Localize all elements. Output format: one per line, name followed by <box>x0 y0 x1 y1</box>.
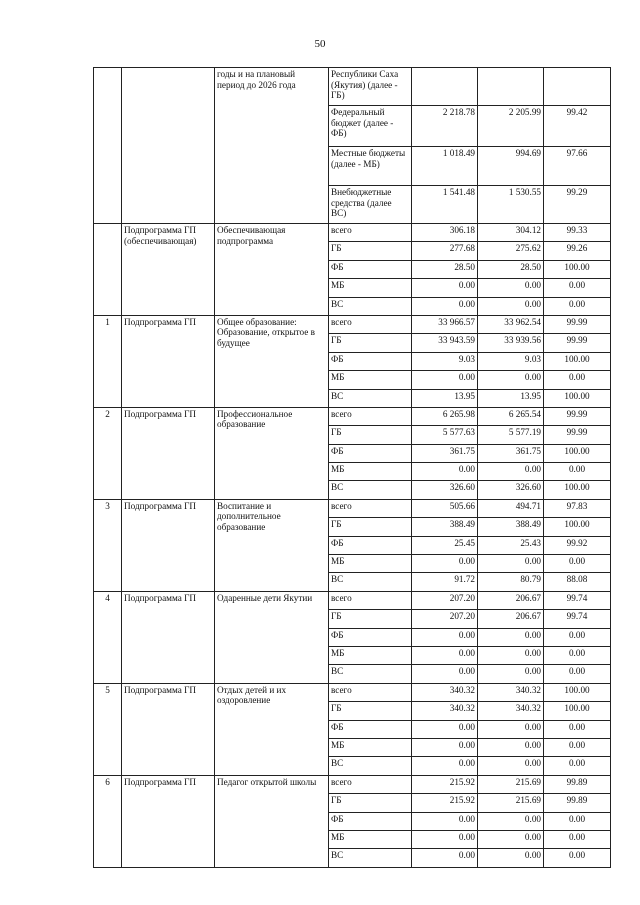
percent-value-cell: 99.26 <box>544 242 611 260</box>
subprogram-name-cell: Воспитание и дополнительное образование <box>215 499 329 591</box>
fact-value-cell: 0.00 <box>478 757 544 775</box>
subprogram-name-cell: Обеспечивающая подпрограмма <box>215 224 329 316</box>
fact-value-cell: 304.12 <box>478 224 544 242</box>
percent-value-cell: 0.00 <box>544 757 611 775</box>
percent-value-cell: 99.99 <box>544 426 611 444</box>
fact-value-cell: 28.50 <box>478 260 544 278</box>
percent-value-cell: 99.89 <box>544 794 611 812</box>
percent-value-cell: 0.00 <box>544 812 611 830</box>
fact-value-cell: 361.75 <box>478 444 544 462</box>
percent-value-cell: 100.00 <box>544 352 611 370</box>
fact-value-cell: 326.60 <box>478 481 544 499</box>
plan-value-cell: 306.18 <box>412 224 478 242</box>
subprogram-name-cell: Отдых детей и их оздоровление <box>215 683 329 775</box>
plan-value-cell: 28.50 <box>412 260 478 278</box>
fact-value-cell: 0.00 <box>478 830 544 848</box>
plan-value-cell: 207.20 <box>412 591 478 609</box>
funding-source-cell: ВС <box>329 573 412 591</box>
funding-source-cell: МБ <box>329 738 412 756</box>
plan-value-cell: 340.32 <box>412 683 478 701</box>
plan-value-cell: 388.49 <box>412 518 478 536</box>
fact-value-cell: 2 205.99 <box>478 106 544 147</box>
plan-value-cell: 277.68 <box>412 242 478 260</box>
percent-value-cell: 99.29 <box>544 186 611 224</box>
funding-source-cell: МБ <box>329 371 412 389</box>
percent-value-cell: 99.99 <box>544 334 611 352</box>
plan-value-cell: 0.00 <box>412 555 478 573</box>
fact-value-cell: 0.00 <box>478 628 544 646</box>
table-row <box>94 775 611 793</box>
funding-source-cell: ГБ <box>329 702 412 720</box>
plan-value-cell: 1 018.49 <box>412 147 478 186</box>
plan-value-cell: 326.60 <box>412 481 478 499</box>
percent-value-cell: 88.08 <box>544 573 611 591</box>
funding-source-cell: ГБ <box>329 334 412 352</box>
row-number-cell: 3 <box>94 499 122 591</box>
funding-source-cell: ФБ <box>329 812 412 830</box>
plan-value-cell: 0.00 <box>412 463 478 481</box>
percent-value-cell: 100.00 <box>544 444 611 462</box>
subprogram-type-cell: Подпрограмма ГП <box>122 499 215 591</box>
fact-value-cell: 494.71 <box>478 499 544 517</box>
fact-value-cell: 388.49 <box>478 518 544 536</box>
percent-value-cell: 0.00 <box>544 830 611 848</box>
plan-value-cell: 91.72 <box>412 573 478 591</box>
funding-source-cell: ФБ <box>329 352 412 370</box>
plan-value-cell: 0.00 <box>412 279 478 297</box>
percent-value-cell: 100.00 <box>544 702 611 720</box>
row-number-cell <box>94 68 122 224</box>
funding-source-cell: всего <box>329 775 412 793</box>
fact-value-cell: 25.43 <box>478 536 544 554</box>
funding-source-cell: ГБ <box>329 518 412 536</box>
fact-value-cell: 0.00 <box>478 555 544 573</box>
fact-value-cell: 0.00 <box>478 812 544 830</box>
plan-value-cell: 0.00 <box>412 665 478 683</box>
row-number-cell: 6 <box>94 775 122 867</box>
funding-source-cell: всего <box>329 683 412 701</box>
funding-source-cell: ГБ <box>329 794 412 812</box>
table-row <box>94 224 611 242</box>
percent-value-cell: 99.33 <box>544 224 611 242</box>
fact-value-cell: 275.62 <box>478 242 544 260</box>
percent-value-cell: 99.99 <box>544 315 611 333</box>
funding-source-cell: всего <box>329 224 412 242</box>
fact-value-cell: 0.00 <box>478 720 544 738</box>
funding-source-cell: Федеральный бюджет (далее - ФБ) <box>329 106 412 147</box>
funding-source-cell: Республики Саха (Якутия) (далее - ГБ) <box>329 68 412 106</box>
funding-source-cell: всего <box>329 499 412 517</box>
percent-value-cell: 0.00 <box>544 463 611 481</box>
fact-value-cell: 215.69 <box>478 794 544 812</box>
plan-value-cell: 13.95 <box>412 389 478 407</box>
plan-value-cell: 0.00 <box>412 849 478 867</box>
fact-value-cell: 340.32 <box>478 702 544 720</box>
funding-source-cell: ГБ <box>329 426 412 444</box>
fact-value-cell: 33 939.56 <box>478 334 544 352</box>
plan-value-cell: 0.00 <box>412 371 478 389</box>
subprogram-type-cell: Подпрограмма ГП (обеспечивающая) <box>122 224 215 316</box>
fact-value-cell: 340.32 <box>478 683 544 701</box>
table-row <box>94 683 611 701</box>
funding-source-cell: всего <box>329 591 412 609</box>
table-row <box>94 315 611 333</box>
percent-value-cell: 100.00 <box>544 389 611 407</box>
plan-value-cell: 207.20 <box>412 610 478 628</box>
funding-source-cell: ФБ <box>329 536 412 554</box>
subprogram-name-cell: Педагог открытой школы <box>215 775 329 867</box>
fact-value-cell: 0.00 <box>478 646 544 664</box>
subprogram-name-cell: Общее образование: Образование, открытое в будущее <box>215 315 329 407</box>
table-row <box>94 407 611 425</box>
funding-source-cell: ГБ <box>329 610 412 628</box>
funding-source-cell: всего <box>329 315 412 333</box>
percent-value-cell: 97.83 <box>544 499 611 517</box>
fact-value-cell: 33 962.54 <box>478 315 544 333</box>
fact-value-cell: 206.67 <box>478 591 544 609</box>
funding-source-cell: ВС <box>329 297 412 315</box>
percent-value-cell: 0.00 <box>544 628 611 646</box>
funding-source-cell: всего <box>329 407 412 425</box>
subprogram-name-cell <box>215 68 329 224</box>
funding-source-cell: МБ <box>329 463 412 481</box>
fact-value-cell: 5 577.19 <box>478 426 544 444</box>
funding-source-cell: ФБ <box>329 260 412 278</box>
table-row <box>94 591 611 609</box>
row-number-cell: 5 <box>94 683 122 775</box>
funding-source-cell: ВС <box>329 481 412 499</box>
plan-value-cell: 0.00 <box>412 628 478 646</box>
funding-source-cell: ФБ <box>329 720 412 738</box>
fact-value-cell: 9.03 <box>478 352 544 370</box>
fact-value-cell: 215.69 <box>478 775 544 793</box>
subprogram-type-cell: Подпрограмма ГП <box>122 407 215 499</box>
percent-value-cell: 0.00 <box>544 646 611 664</box>
plan-value-cell: 2 218.78 <box>412 106 478 147</box>
table-row <box>94 68 611 106</box>
plan-value-cell: 0.00 <box>412 297 478 315</box>
funding-source-cell: ВС <box>329 389 412 407</box>
percent-value-cell: 99.99 <box>544 407 611 425</box>
row-number-cell: 2 <box>94 407 122 499</box>
percent-value-cell: 0.00 <box>544 555 611 573</box>
percent-value-cell: 97.66 <box>544 147 611 186</box>
plan-value-cell: 340.32 <box>412 702 478 720</box>
funding-source-cell: МБ <box>329 830 412 848</box>
subprogram-type-cell: Подпрограмма ГП <box>122 315 215 407</box>
plan-value-cell: 505.66 <box>412 499 478 517</box>
subprogram-type-cell: Подпрограмма ГП <box>122 683 215 775</box>
page-number: 50 <box>314 38 326 50</box>
funding-source-cell: Внебюджетные средства (далее ВС) <box>329 186 412 224</box>
row-number-cell: 4 <box>94 591 122 683</box>
percent-value-cell: 100.00 <box>544 518 611 536</box>
row-number-cell <box>94 224 122 316</box>
plan-value-cell: 215.92 <box>412 775 478 793</box>
plan-value-cell: 361.75 <box>412 444 478 462</box>
percent-value-cell: 100.00 <box>544 481 611 499</box>
plan-value-cell: 9.03 <box>412 352 478 370</box>
percent-value-cell: 99.92 <box>544 536 611 554</box>
percent-value-cell: 99.42 <box>544 106 611 147</box>
percent-value-cell: 0.00 <box>544 371 611 389</box>
funding-source-cell: МБ <box>329 555 412 573</box>
subprogram-type-cell: Подпрограмма ГП <box>122 591 215 683</box>
percent-value-cell: 0.00 <box>544 297 611 315</box>
fact-value-cell: 0.00 <box>478 665 544 683</box>
plan-value-cell: 0.00 <box>412 757 478 775</box>
fact-value-cell: 0.00 <box>478 279 544 297</box>
percent-value-cell: 0.00 <box>544 738 611 756</box>
fact-value-cell: 0.00 <box>478 371 544 389</box>
funding-source-cell: ФБ <box>329 628 412 646</box>
plan-value-cell: 0.00 <box>412 720 478 738</box>
funding-source-cell: ФБ <box>329 444 412 462</box>
table-row <box>94 499 611 517</box>
subprogram-name-cell: Профессиональное образование <box>215 407 329 499</box>
subprogram-type-cell <box>122 68 215 224</box>
percent-value-cell: 0.00 <box>544 720 611 738</box>
fact-value-cell: 80.79 <box>478 573 544 591</box>
plan-value-cell: 0.00 <box>412 646 478 664</box>
fact-value-cell: 1 530.55 <box>478 186 544 224</box>
funding-source-cell: ГБ <box>329 242 412 260</box>
funding-source-cell: ВС <box>329 757 412 775</box>
funding-source-cell: Местные бюджеты (далее - МБ) <box>329 147 412 186</box>
percent-value-cell: 99.74 <box>544 591 611 609</box>
plan-value-cell: 0.00 <box>412 738 478 756</box>
fact-value-cell: 0.00 <box>478 297 544 315</box>
name-line: годы и на плановый <box>217 69 296 79</box>
fact-value-cell: 6 265.54 <box>478 407 544 425</box>
percent-value-cell: 99.74 <box>544 610 611 628</box>
percent-value-cell: 100.00 <box>544 260 611 278</box>
funding-source-cell: МБ <box>329 279 412 297</box>
subprogram-name-cell: Одаренные дети Якутии <box>215 591 329 683</box>
funding-source-cell: ВС <box>329 849 412 867</box>
plan-value-cell: 1 541.48 <box>412 186 478 224</box>
fact-value-cell: 0.00 <box>478 738 544 756</box>
budget-table <box>93 67 611 868</box>
plan-value-cell: 215.92 <box>412 794 478 812</box>
percent-value-cell: 100.00 <box>544 683 611 701</box>
name-line: период до 2026 года <box>217 79 296 90</box>
plan-value-cell: 25.45 <box>412 536 478 554</box>
fact-value-cell <box>478 68 544 106</box>
funding-source-cell: ВС <box>329 665 412 683</box>
fact-value-cell: 0.00 <box>478 463 544 481</box>
percent-value-cell <box>544 68 611 106</box>
plan-value-cell: 33 966.57 <box>412 315 478 333</box>
plan-value-cell: 0.00 <box>412 830 478 848</box>
fact-value-cell: 994.69 <box>478 147 544 186</box>
plan-value-cell <box>412 68 478 106</box>
percent-value-cell: 0.00 <box>544 279 611 297</box>
plan-value-cell: 0.00 <box>412 812 478 830</box>
funding-source-cell: МБ <box>329 646 412 664</box>
subprogram-type-cell: Подпрограмма ГП <box>122 775 215 867</box>
plan-value-cell: 5 577.63 <box>412 426 478 444</box>
plan-value-cell: 33 943.59 <box>412 334 478 352</box>
row-number-cell: 1 <box>94 315 122 407</box>
fact-value-cell: 13.95 <box>478 389 544 407</box>
fact-value-cell: 0.00 <box>478 849 544 867</box>
percent-value-cell: 0.00 <box>544 849 611 867</box>
plan-value-cell: 6 265.98 <box>412 407 478 425</box>
percent-value-cell: 0.00 <box>544 665 611 683</box>
percent-value-cell: 99.89 <box>544 775 611 793</box>
fact-value-cell: 206.67 <box>478 610 544 628</box>
